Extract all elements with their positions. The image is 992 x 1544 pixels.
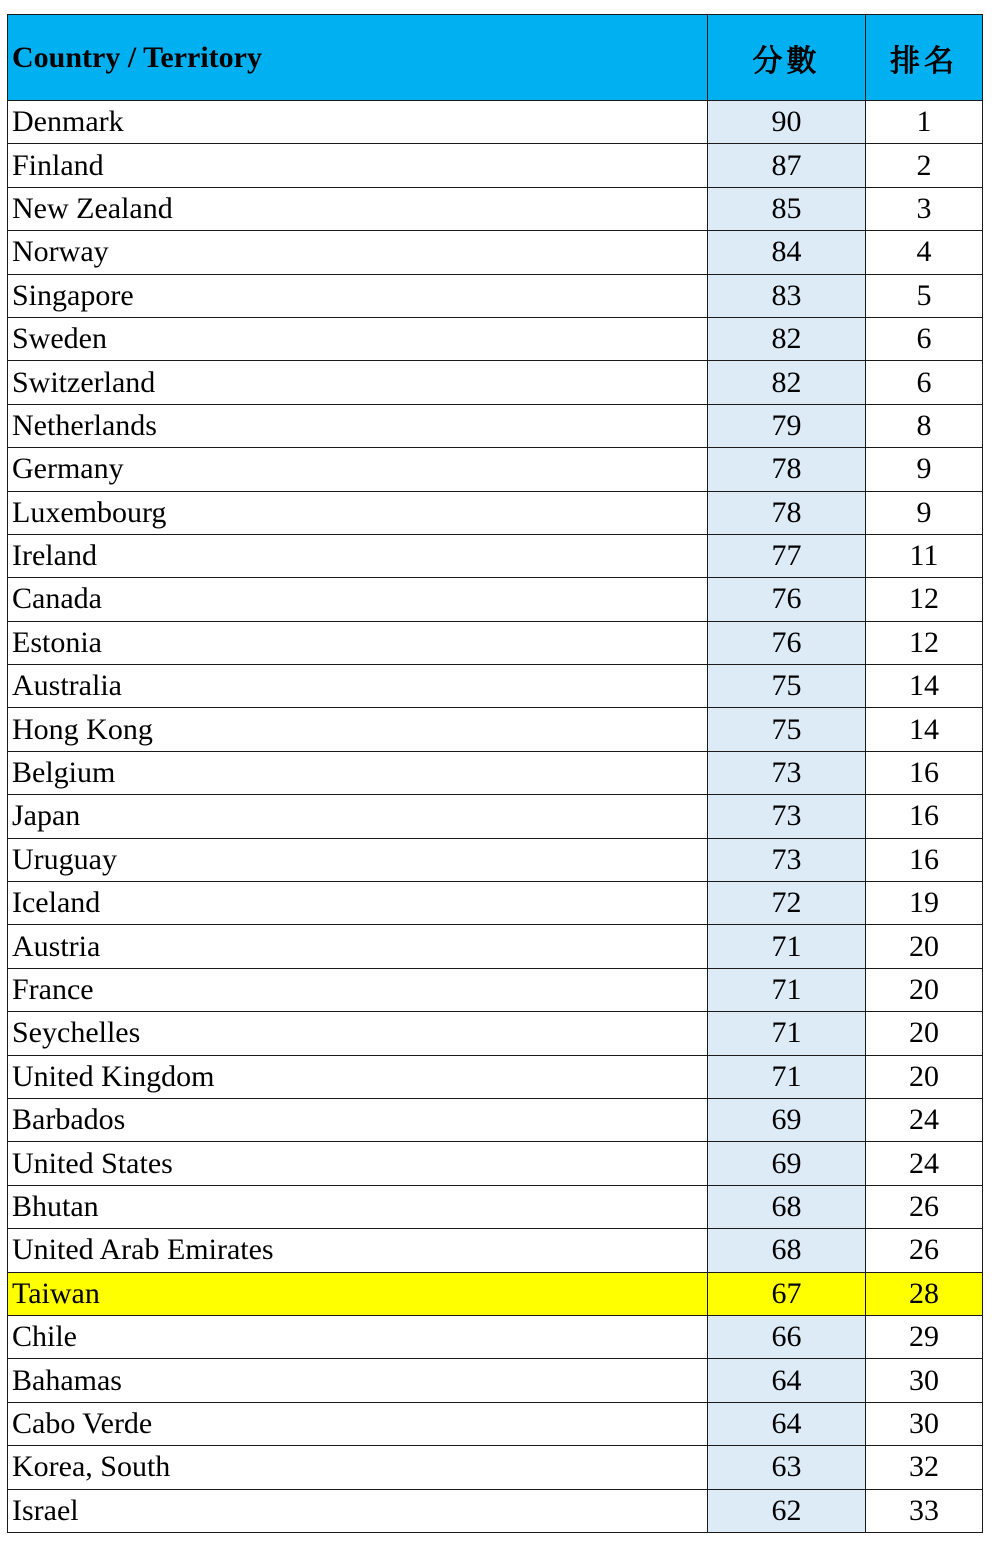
score-cell: 79	[708, 404, 866, 447]
country-cell: Germany	[8, 448, 708, 491]
score-cell: 69	[708, 1142, 866, 1185]
country-cell: Bahamas	[8, 1359, 708, 1402]
score-cell: 64	[708, 1402, 866, 1445]
rank-cell: 24	[866, 1098, 983, 1141]
rank-cell: 20	[866, 1055, 983, 1098]
country-cell: Israel	[8, 1489, 708, 1532]
table-row	[8, 1272, 983, 1315]
table-row	[8, 578, 983, 621]
score-cell: 66	[708, 1315, 866, 1358]
table-row	[8, 1185, 983, 1228]
country-cell: Seychelles	[8, 1012, 708, 1055]
score-cell: 69	[708, 1098, 866, 1141]
score-cell: 68	[708, 1185, 866, 1228]
score-cell: 68	[708, 1229, 866, 1272]
country-cell: Estonia	[8, 621, 708, 664]
table-row	[8, 1012, 983, 1055]
score-cell: 73	[708, 838, 866, 881]
score-cell: 78	[708, 491, 866, 534]
score-cell: 82	[708, 361, 866, 404]
country-cell: Cabo Verde	[8, 1402, 708, 1445]
table-row	[8, 751, 983, 794]
rank-cell: 14	[866, 665, 983, 708]
score-cell: 87	[708, 144, 866, 187]
country-cell: Bhutan	[8, 1185, 708, 1228]
table-row	[8, 448, 983, 491]
rank-cell: 9	[866, 491, 983, 534]
rank-cell: 2	[866, 144, 983, 187]
rank-cell: 9	[866, 448, 983, 491]
country-cell: New Zealand	[8, 187, 708, 230]
score-cell: 72	[708, 882, 866, 925]
country-cell: Iceland	[8, 882, 708, 925]
country-cell: Belgium	[8, 751, 708, 794]
table-row	[8, 621, 983, 664]
rank-cell: 30	[866, 1359, 983, 1402]
column-header-score: 分數	[708, 15, 866, 101]
ranking-table-container	[7, 14, 982, 1533]
table-row	[8, 187, 983, 230]
score-cell: 84	[708, 231, 866, 274]
score-cell: 71	[708, 1055, 866, 1098]
table-row	[8, 491, 983, 534]
table-row	[8, 795, 983, 838]
rank-cell: 6	[866, 361, 983, 404]
rank-cell: 26	[866, 1185, 983, 1228]
country-cell: Netherlands	[8, 404, 708, 447]
rank-cell: 30	[866, 1402, 983, 1445]
table-row	[8, 404, 983, 447]
score-cell: 77	[708, 534, 866, 577]
rank-cell: 16	[866, 751, 983, 794]
table-body	[8, 101, 983, 1533]
score-cell: 73	[708, 795, 866, 838]
rank-cell: 20	[866, 925, 983, 968]
table-row	[8, 882, 983, 925]
table-row	[8, 144, 983, 187]
rank-cell: 32	[866, 1446, 983, 1489]
country-cell: Taiwan	[8, 1272, 708, 1315]
country-cell: Uruguay	[8, 838, 708, 881]
rank-cell: 11	[866, 534, 983, 577]
score-cell: 83	[708, 274, 866, 317]
country-cell: Singapore	[8, 274, 708, 317]
score-cell: 71	[708, 925, 866, 968]
table-row	[8, 925, 983, 968]
header-row	[8, 15, 983, 101]
score-cell: 76	[708, 621, 866, 664]
rank-cell: 12	[866, 621, 983, 664]
rank-cell: 20	[866, 968, 983, 1011]
score-cell: 67	[708, 1272, 866, 1315]
country-cell: Japan	[8, 795, 708, 838]
rank-cell: 33	[866, 1489, 983, 1532]
score-cell: 82	[708, 317, 866, 360]
table-row	[8, 317, 983, 360]
country-cell: Hong Kong	[8, 708, 708, 751]
table-row	[8, 968, 983, 1011]
rank-cell: 28	[866, 1272, 983, 1315]
column-header-country: Country / Territory	[8, 15, 708, 101]
country-cell: United Kingdom	[8, 1055, 708, 1098]
country-cell: Luxembourg	[8, 491, 708, 534]
table-row	[8, 534, 983, 577]
rank-cell: 5	[866, 274, 983, 317]
country-cell: United Arab Emirates	[8, 1229, 708, 1272]
country-cell: Ireland	[8, 534, 708, 577]
table-row	[8, 665, 983, 708]
country-cell: France	[8, 968, 708, 1011]
rank-cell: 1	[866, 101, 983, 144]
table-row	[8, 1359, 983, 1402]
rank-cell: 8	[866, 404, 983, 447]
country-cell: Norway	[8, 231, 708, 274]
score-cell: 90	[708, 101, 866, 144]
country-cell: Finland	[8, 144, 708, 187]
country-cell: Chile	[8, 1315, 708, 1358]
country-cell: Canada	[8, 578, 708, 621]
table-row	[8, 1098, 983, 1141]
score-cell: 71	[708, 1012, 866, 1055]
score-cell: 63	[708, 1446, 866, 1489]
country-cell: Sweden	[8, 317, 708, 360]
table-row	[8, 1489, 983, 1532]
country-cell: Korea, South	[8, 1446, 708, 1489]
score-cell: 64	[708, 1359, 866, 1402]
table-row	[8, 231, 983, 274]
table-row	[8, 708, 983, 751]
score-cell: 75	[708, 665, 866, 708]
score-cell: 75	[708, 708, 866, 751]
rank-cell: 6	[866, 317, 983, 360]
table-row	[8, 1315, 983, 1358]
score-cell: 62	[708, 1489, 866, 1532]
rank-cell: 29	[866, 1315, 983, 1358]
table-row	[8, 838, 983, 881]
table-row	[8, 361, 983, 404]
rank-cell: 20	[866, 1012, 983, 1055]
rank-cell: 4	[866, 231, 983, 274]
table-row	[8, 1402, 983, 1445]
table-row	[8, 274, 983, 317]
column-header-rank: 排名	[866, 15, 983, 101]
country-cell: Barbados	[8, 1098, 708, 1141]
table-row	[8, 101, 983, 144]
ranking-table	[7, 14, 983, 1533]
table-row	[8, 1142, 983, 1185]
score-cell: 85	[708, 187, 866, 230]
score-cell: 73	[708, 751, 866, 794]
rank-cell: 16	[866, 838, 983, 881]
country-cell: Austria	[8, 925, 708, 968]
country-cell: Denmark	[8, 101, 708, 144]
table-header	[8, 15, 983, 101]
rank-cell: 24	[866, 1142, 983, 1185]
rank-cell: 12	[866, 578, 983, 621]
rank-cell: 14	[866, 708, 983, 751]
table-row	[8, 1446, 983, 1489]
table-row	[8, 1055, 983, 1098]
rank-cell: 26	[866, 1229, 983, 1272]
score-cell: 76	[708, 578, 866, 621]
country-cell: Australia	[8, 665, 708, 708]
table-row	[8, 1229, 983, 1272]
rank-cell: 16	[866, 795, 983, 838]
rank-cell: 3	[866, 187, 983, 230]
score-cell: 78	[708, 448, 866, 491]
rank-cell: 19	[866, 882, 983, 925]
country-cell: United States	[8, 1142, 708, 1185]
country-cell: Switzerland	[8, 361, 708, 404]
score-cell: 71	[708, 968, 866, 1011]
